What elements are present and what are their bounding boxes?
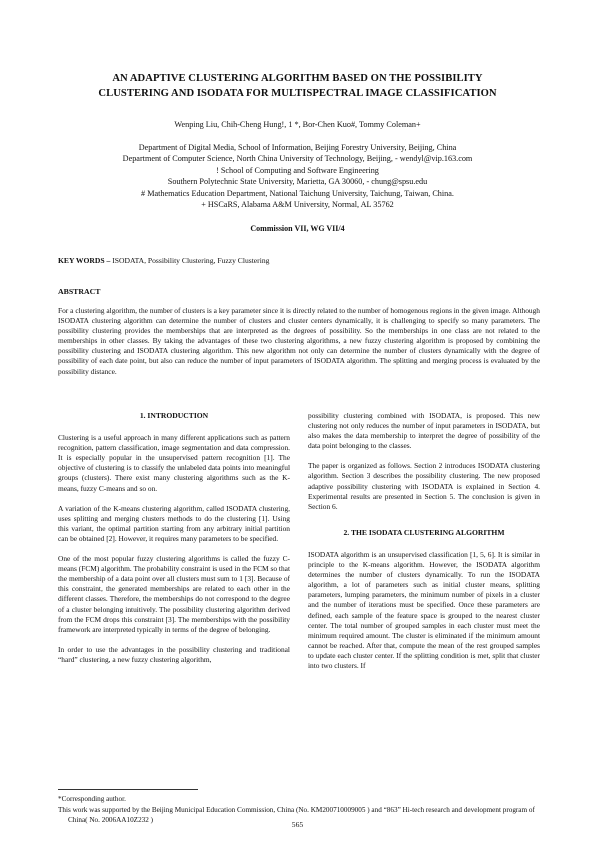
keywords-text: ISODATA, Possibility Clustering, Fuzzy Clustering [112,256,270,265]
affiliation-line: Southern Polytechnic State University, Marietta, GA 30060, - chung@spsu.edu [167,177,428,187]
abstract-heading: ABSTRACT [58,287,101,296]
authors: Wenping Liu, Chih-Cheng Hung!, 1 *, Bor-Chen Kuo#, Tommy Coleman+ [174,120,421,129]
footnote-support: This work was supported by the Beijing Municipal Education Commission, China (No. KM200710009005 ) and “863” Hi-tech research and development program of China( No. 2006AA10Z232 ) [58,805,535,824]
affiliation-line: Department of Computer Science, North China University of Technology, Beijing, - wendyl@vip.163.com [122,154,473,164]
paper-title [40,71,555,101]
paragraph: In order to use the advantages in the possibility clustering and traditional “hard” clustering, a new fuzzy clustering algorithm, [58,644,290,664]
footnote-corresponding: *Corresponding author. [58,795,126,803]
section-heading-isodata: 2. THE ISODATA CLUSTERING ALGORITHM [343,527,505,537]
keywords-label: KEY WORDS – [58,256,111,265]
section-heading-introduction: 1. INTRODUCTION [139,411,209,420]
footnote-divider [58,789,198,790]
paragraph: One of the most popular fuzzy clustering algorithms is called the fuzzy C-means (FCM) algorithm. The probability constraint is used in the FCM so that the membership of a data point over all clusters must sum to 1 [3]. Because of this constraint, the generated memberships are related to each other in the different classes. Therefore, the memberships do not correspond to the degree of a cluster belonging intuitively. The possibility clustering algorithm derived from the FCM drops this constraint [3]. The memberships with the possibility framework are interpreted typically in terms of the degree of belonging. [58,554,290,634]
affiliation-line: + HSCaRS, Alabama A&M University, Normal, AL 35762 [201,200,394,210]
affiliation-line: # Mathematics Education Department, National Taichung University, Taichung, Taiwan, China. [141,188,454,198]
paragraph: ISODATA algorithm is an unsupervised classification [1, 5, 6]. It is similar in principle to the K-means algorithm. However, the ISODATA algorithm determines the number of clusters dynamically. To run the ISODATA algorithm, a lot of parameters such as initial cluster means, splitting parameters, lumping parameters, the minimum number of pixels in a cluster and the number of iterations must be specified. Once these parameters are defined, each sample of the feature space is grouped to the nearest cluster center. The total number of grouped samples in each cluster must meet the minimum required amount. The cluster is eliminated if the minimum amount cannot be reached. After that, compute the mean of the rest grouped samples to update each cluster center. If the splitting condition is met, split that cluster into two clusters. If [308,549,540,670]
abstract-text: For a clustering algorithm, the number of clusters is a key parameter since it is directly related to the number of homogenous regions in the given image. Although ISODATA clustering algorithm can determine the number of clusters and cluster centers dynamically, it is challenging to specify so many parameters. The possibility clustering provides the memberships that are interpreted as the degrees of possibility. So the memberships in one class are not related to the memberships in other classes. By taking the advantages of these two clustering algorithms, a new fuzzy clustering algorithm is proposed by combining the possibility clustering and ISODATA clustering algorithm. This new algorithm not only can determine the number of clusters dynamically with the degree of possibility of each date point, but also can reduce the number of input parameters of ISODATA algorithm. The splitting and merging process is evaluated by the possibility distance. [58,306,540,376]
paragraph: A variation of the K-means clustering algorithm, called ISODATA clustering, uses splitting and merging clusters methods to do the clustering [1]. Using this variant, the optimal partition starting from any arbitrary initial partition can be obtained [2]. However, it requires many parameters to be specified. [58,503,290,543]
page-number: 565 [291,820,304,829]
commission: Commission VII, WG VII/4 [250,224,345,233]
affiliation-line: ! School of Computing and Software Engineering [216,165,379,175]
keywords [58,256,548,265]
paragraph: The paper is organized as follows. Section 2 introduces ISODATA clustering algorithm. Section 3 describes the possibility clustering. The new proposed adaptive possibility clustering with ISODATA is explained in Section 4. Experimental results are presented in Section 5. The conclusion is given in Section 6. [308,461,540,511]
paragraph: Clustering is a useful approach in many different applications such as pattern recognition, pattern classification, image segmentation and data compression. It is especially popular in the unsupervised pattern recognition [1]. The objective of clustering is to classify the unlabeled data points into meaningful groups (clusters). There exist many clustering algorithms such as the K-means, fuzzy C-means and so on. [58,433,290,493]
right-column [308,411,540,681]
title-line-1: AN ADAPTIVE CLUSTERING ALGORITHM BASED ON THE POSSIBILITY [112,73,483,84]
left-column [58,411,290,675]
affiliations [40,142,555,210]
paragraph: possibility clustering combined with ISODATA, is proposed. This new clustering not only reduces the number of input parameters in ISODATA, but also makes the data membership to interpret the degree of possibility of the data point belonging to the classes. [308,411,540,451]
affiliation-line: Department of Digital Media, School of Information, Beijing Forestry University, Beijing, China [138,143,457,152]
title-line-2: CLUSTERING AND ISODATA FOR MULTISPECTRAL IMAGE CLASSIFICATION [98,88,497,99]
